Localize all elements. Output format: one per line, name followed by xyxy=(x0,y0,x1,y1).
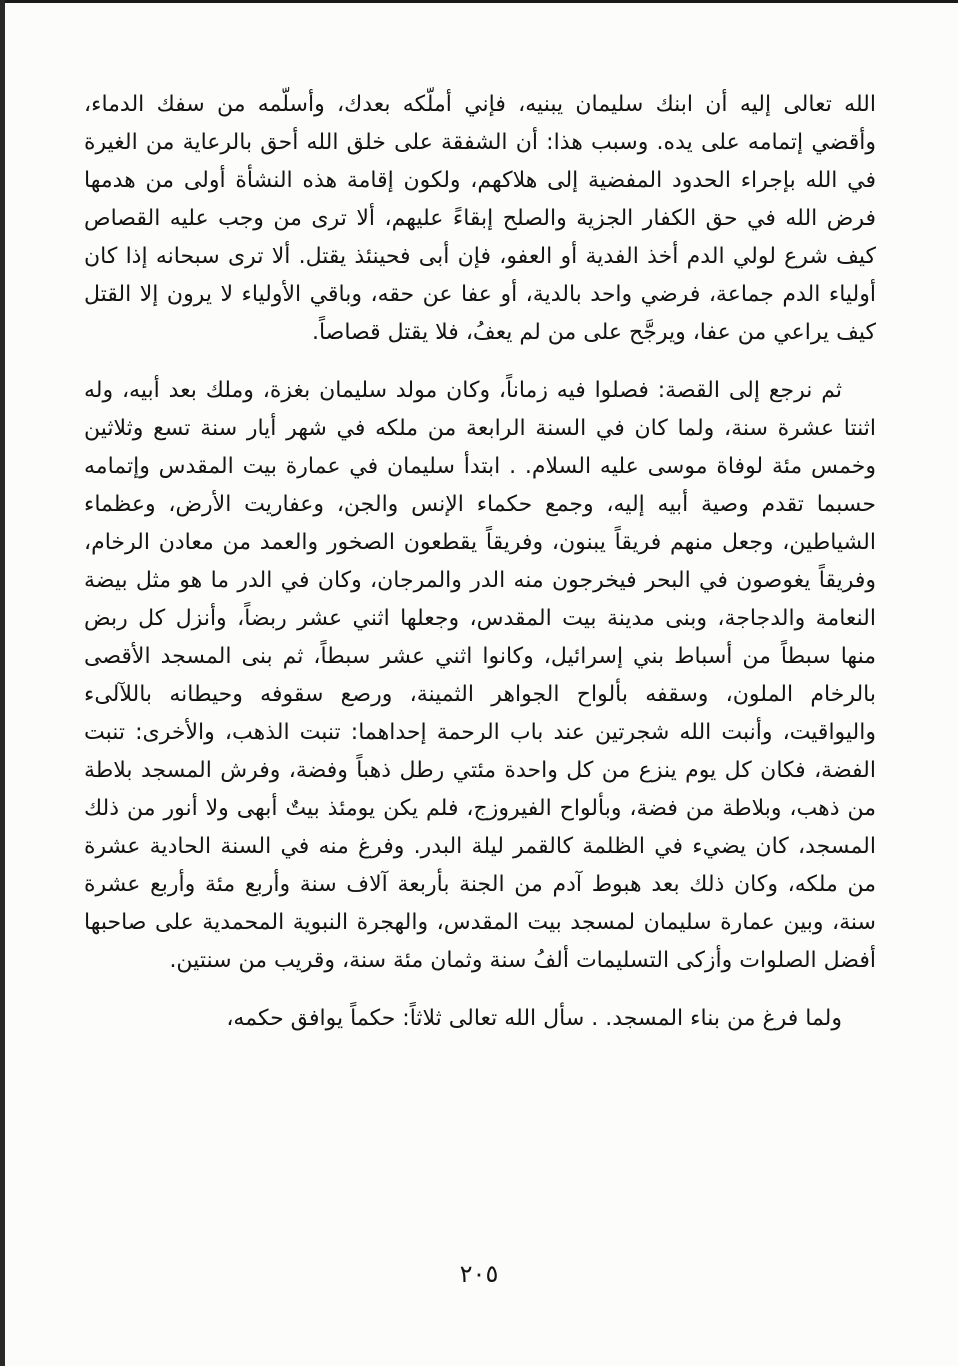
page-text xyxy=(84,86,876,1058)
paragraph-continuation: الله تعالى إليه أن ابنك سليمان يبنيه، فإني أملّكه بعدك، وأسلّمه من سفك الدماء، وأقضي إتمامه على يده. وسبب هذا: أن الشفقة على خلق الله أحق بالرعاية من الغيرة في الله بإجراء الحدود المفضية إلى هلاكهم، ولكون إقامة هذه النشأة أولى من هدمها فرض الله في حق الكفار الجزية والصلح إبقاءً عليهم، ألا ترى من وجب عليه القصاص كيف شرع لولي الدم أخذ الفدية أو العفو، فإن أبى فحينئذ يقتل. ألا ترى سبحانه إذا كان أولياء الدم جماعة، فرضي واحد بالدية، أو عفا عن حقه، وباقي الأولياء لا يرون إلا القتل كيف يراعي من عفا، ويرجَّح على من لم يعفُ، فلا يقتل قصاصاً. xyxy=(84,92,876,345)
page-number: ٢٠٥ xyxy=(459,1260,499,1288)
scan-edge-left xyxy=(0,0,5,1366)
scan-edge-top xyxy=(0,0,958,3)
paragraph-story: ثم نرجع إلى القصة: فصلوا فيه زماناً، وكان مولد سليمان بغزة، وملك بعد أبيه، وله اثنتا عشرة سنة، ولما كان في السنة الرابعة من ملكه في شهر أيار سنة تسع وثلاثين وخمس مئة لوفاة موسى عليه السلام. . ابتدأ سليمان في عمارة بيت المقدس وإتمامه حسبما تقدم وصية أبيه إليه، وجمع حكماء الإنس والجن، وعفاريت الأرض، وعظماء الشياطين، وجعل منهم فريقاً يبنون، وفريقاً يقطعون الصخور والعمد من معادن الرخام، وفريقاً يغوصون في البحر فيخرجون منه الدر والمرجان، وكان في الدر ما هو مثل بيضة النعامة والدجاجة، وبنى مدينة بيت المقدس، وجعلها اثني عشر ربضاً، وأنزل كل ربض منها سبطاً من أسباط بني إسرائيل، وكانوا اثني عشر سبطاً، ثم بنى المسجد الأقصى بالرخام الملون، وسقفه بألواح الجواهر الثمينة، ورصع سقوفه وحيطانه باللآلىء واليواقيت، وأنبت الله شجرتين عند باب الرحمة إحداهما: تنبت الذهب، والأخرى: تنبت الفضة، فكان كل يوم ينزع من كل واحدة مئتي رطل ذهباً وفضة، وفرش المسجد بلاطة من ذهب، وبلاطة من فضة، وبألواح الفيروزج، فلم يكن يومئذ بيتٌ أبهى ولا أنور من ذلك المسجد، كان يضيء في الظلمة كالقمر ليلة البدر. وفرغ منه في السنة الحادية عشرة من ملكه، وكان ذلك بعد هبوط آدم من الجنة بأربعة آلاف سنة وأربع مئة وأربع عشرة سنة، وبين عمارة سليمان لمسجد بيت المقدس، والهجرة النبوية المحمدية على صاحبها أفضل الصلوات وأزكى التسليمات ألفُ سنة وثمان مئة سنة، وقريب من سنتين. xyxy=(84,378,876,973)
paragraph-closing: ولما فرغ من بناء المسجد. . سأل الله تعالى ثلاثاً: حكماً يوافق حكمه، xyxy=(226,1006,842,1031)
